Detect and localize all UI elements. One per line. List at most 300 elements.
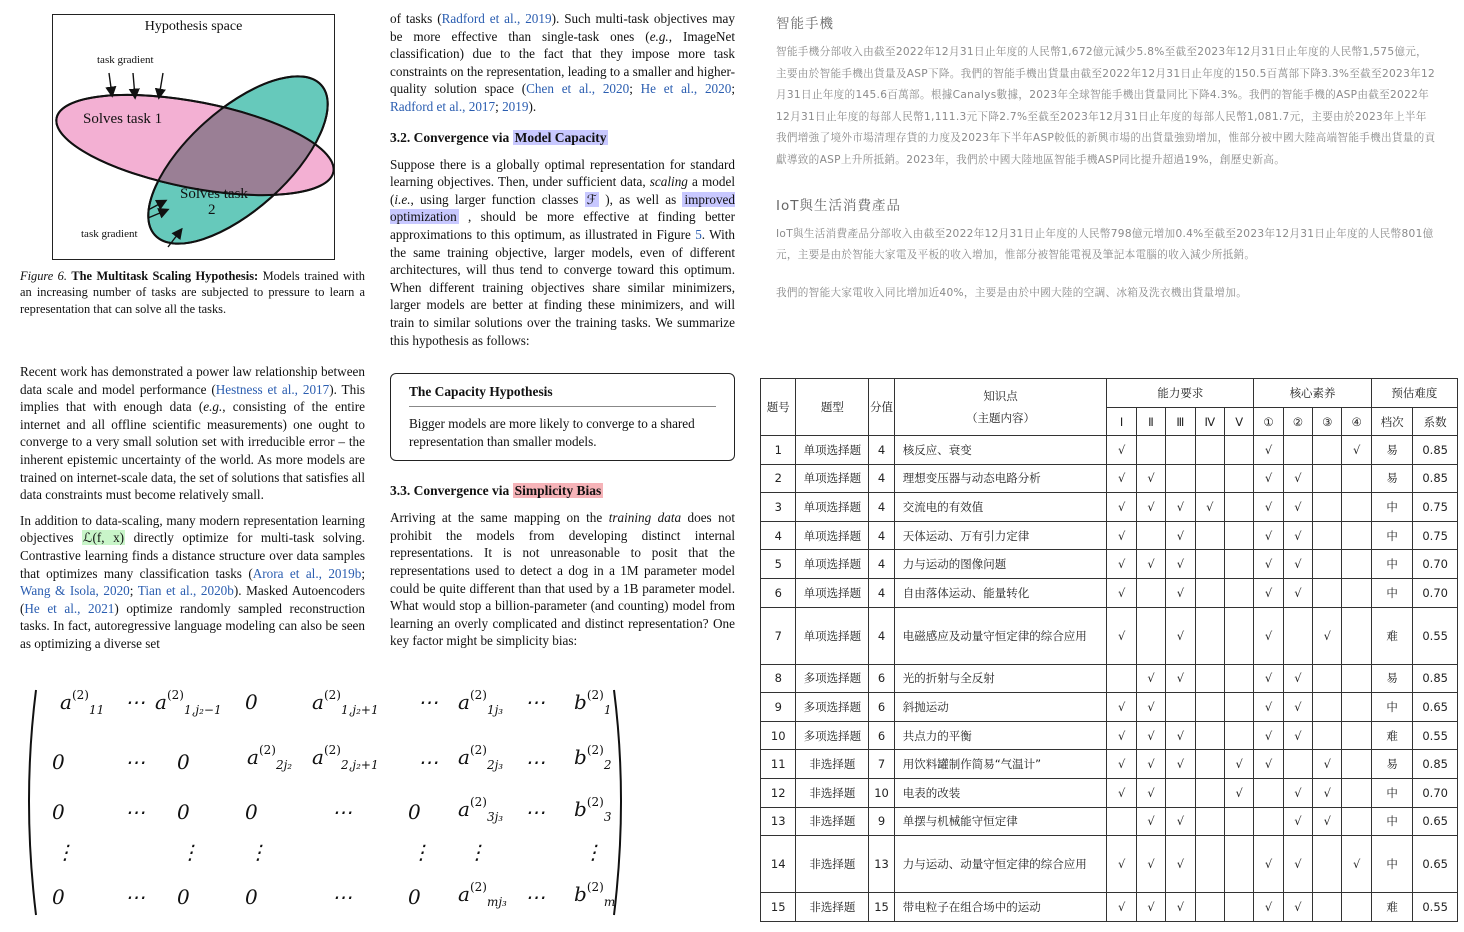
cell-ability: √ <box>1136 836 1165 893</box>
matrix-entry: 0 <box>245 800 258 824</box>
cell-level: 中 <box>1371 807 1413 836</box>
matrix-entry: 0 <box>177 800 190 824</box>
cell-core: √ <box>1254 750 1283 779</box>
citation-link[interactable]: He et al., 2020 <box>640 81 732 97</box>
text: ; <box>129 583 138 599</box>
cell-ability: √ <box>1107 750 1136 779</box>
cell-ability: √ <box>1136 778 1165 807</box>
cell-score: 6 <box>869 693 894 722</box>
matrix-block <box>20 680 740 925</box>
cell-ability: √ <box>1107 893 1136 922</box>
cell-type: 多项选择题 <box>796 721 869 750</box>
cell-score: 4 <box>869 550 894 579</box>
cell-ability <box>1195 578 1224 607</box>
text: ). <box>528 98 537 114</box>
cell-ability <box>1195 436 1224 465</box>
cell-ability <box>1224 464 1253 493</box>
header-core: 核心素养 <box>1254 379 1372 408</box>
cell-core: √ <box>1313 807 1342 836</box>
box-body: Bigger models are more likely to converge to a shared representation than smaller models. <box>409 416 695 449</box>
cell-knowledge: 电磁感应及动量守恒定律的综合应用 <box>894 607 1107 664</box>
cell-ability: √ <box>1166 578 1195 607</box>
cell-core <box>1313 550 1342 579</box>
citation-link[interactable]: Wang & Isola, 2020 <box>20 583 130 599</box>
cell-knowledge: 电表的改装 <box>894 778 1107 807</box>
citation-link[interactable]: Tian et al., 2020b <box>137 583 234 599</box>
matrix-entry: 0 <box>245 690 258 714</box>
cell-num: 3 <box>761 493 796 522</box>
matrix-entry: 0 <box>52 800 65 824</box>
cell-core: √ <box>1283 693 1312 722</box>
text: （主题内容） <box>966 411 1036 425</box>
table-row <box>761 493 1458 522</box>
cell-type: 非选择题 <box>796 836 869 893</box>
cell-ability: √ <box>1107 578 1136 607</box>
function-class-math: ℱ <box>586 191 597 207</box>
cell-type: 单项选择题 <box>796 521 869 550</box>
matrix-hdots: ⋯ <box>332 800 352 824</box>
cell-core <box>1313 693 1342 722</box>
cell-type: 多项选择题 <box>796 693 869 722</box>
text: a model ( <box>390 174 735 207</box>
citation-link[interactable]: Radford et al., 2017 <box>390 98 496 114</box>
cell-core: √ <box>1254 721 1283 750</box>
cell-ability <box>1195 750 1224 779</box>
text: e.g. <box>203 399 223 415</box>
cell-ability <box>1107 664 1136 693</box>
iot-paragraph: IoT與生活消費產品分部收入由截至2022年12月31日止年度的人民幣798億元增加0.4%至截至2023年12月31日止年度的人民幣801億元，主要是由於智能大家電及平板的收入增加，惟部分被智能電視及筆記本電腦的收入減少所抵銷。 <box>776 227 1434 262</box>
cell-level: 中 <box>1371 836 1413 893</box>
cell-knowledge: 自由落体运动、能量转化 <box>894 578 1107 607</box>
cell-ability: √ <box>1224 778 1253 807</box>
cell-ability <box>1195 893 1224 922</box>
matrix-entry: 0 <box>408 800 421 824</box>
cell-ability: √ <box>1166 807 1195 836</box>
matrix-hdots: ⋯ <box>525 800 545 824</box>
cell-knowledge: 用饮料罐制作简易“气温计” <box>894 750 1107 779</box>
cell-type: 单项选择题 <box>796 550 869 579</box>
cell-ability: √ <box>1166 521 1195 550</box>
table-row <box>761 836 1458 893</box>
cell-core: √ <box>1342 836 1371 893</box>
cell-core <box>1342 521 1371 550</box>
cell-core <box>1342 893 1371 922</box>
cell-ability <box>1195 464 1224 493</box>
cell-core: √ <box>1313 607 1342 664</box>
cell-level: 难 <box>1371 607 1413 664</box>
matrix-entry: $b^{(2)}_1$ <box>574 688 612 717</box>
cell-ability: √ <box>1107 607 1136 664</box>
table-row <box>761 607 1458 664</box>
text: Arriving at the same mapping on the <box>390 510 609 526</box>
citation-link[interactable]: He et al., 2021 <box>24 600 115 616</box>
cell-type: 单项选择题 <box>796 493 869 522</box>
matrix-hdots: ⋯ <box>525 750 545 774</box>
cell-core <box>1254 807 1283 836</box>
cell-core <box>1342 807 1371 836</box>
cell-knowledge: 光的折射与全反射 <box>894 664 1107 693</box>
cell-level: 中 <box>1371 693 1413 722</box>
matrix-vdots: ⋮ <box>248 840 268 864</box>
sub-header-cell: ③ <box>1313 408 1342 436</box>
cell-coef: 0.65 <box>1413 693 1458 722</box>
text: Suppose there is a globally optimal representation for standard learning objectives. Then, under sufficient data, <box>390 156 735 190</box>
cell-core <box>1283 436 1312 465</box>
table-row <box>761 778 1458 807</box>
cell-ability <box>1195 836 1224 893</box>
cell-score: 7 <box>869 750 894 779</box>
cell-ability <box>1136 578 1165 607</box>
cell-coef: 0.85 <box>1413 436 1458 465</box>
cell-ability: √ <box>1166 836 1195 893</box>
cell-score: 10 <box>869 778 894 807</box>
section-3-3-heading <box>390 483 735 499</box>
cell-num: 15 <box>761 893 796 922</box>
cell-ability: √ <box>1166 664 1195 693</box>
cell-core: √ <box>1254 436 1283 465</box>
cell-core: √ <box>1313 778 1342 807</box>
matrix-hdots: ⋯ <box>125 800 145 824</box>
cell-ability: √ <box>1107 521 1136 550</box>
cell-core: √ <box>1342 436 1371 465</box>
cell-core <box>1313 721 1342 750</box>
cell-score: 6 <box>869 664 894 693</box>
cell-core <box>1313 578 1342 607</box>
cell-core: √ <box>1283 521 1312 550</box>
cell-core <box>1313 836 1342 893</box>
text: scaling <box>649 174 688 190</box>
matrix-hdots: ⋯ <box>125 885 145 909</box>
cell-ability <box>1107 807 1136 836</box>
text: does not prohibit the models from developing distinct internal representations. It is not unreasonable to posit that the representations used to detect a dog in a 1M parameter model could be quite different than that used by a 1B parameter model. What would stop a billion-parameter (and counting) model from learning an overly complicated and distinct representation? One key factor might be simplicity bias: <box>390 510 735 649</box>
cell-core <box>1283 607 1312 664</box>
cell-score: 9 <box>869 807 894 836</box>
cell-ability <box>1195 550 1224 579</box>
cell-ability: √ <box>1107 693 1136 722</box>
sub-header-cell: ② <box>1283 408 1312 436</box>
cell-core: √ <box>1254 464 1283 493</box>
cell-knowledge: 单摆与机械能守恒定律 <box>894 807 1107 836</box>
cell-ability <box>1224 550 1253 579</box>
hypothesis-figure <box>52 14 335 260</box>
cell-knowledge: 共点力的平衡 <box>894 721 1107 750</box>
cell-knowledge: 带电粒子在组合场中的运动 <box>894 893 1107 922</box>
citation-link[interactable]: Chen et al., 2020 <box>526 81 630 97</box>
text: 知识点 <box>983 389 1018 403</box>
cell-coef: 0.55 <box>1413 607 1458 664</box>
cell-core: √ <box>1283 721 1312 750</box>
cell-num: 8 <box>761 664 796 693</box>
cell-num: 6 <box>761 578 796 607</box>
cell-coef: 0.65 <box>1413 836 1458 893</box>
cell-core <box>1342 578 1371 607</box>
cell-num: 10 <box>761 721 796 750</box>
cell-ability <box>1195 693 1224 722</box>
cell-ability: √ <box>1136 750 1165 779</box>
sub-header-cell: Ⅳ <box>1195 408 1224 436</box>
smartphone-paragraph: 智能手機分部收入由截至2022年12月31日止年度的人民幣1,672億元減少5.8%至截至2023年12月31日止年度的人民幣1,575億元，主要由於智能手機出貨量及ASP下降。我們的智能手機出貨量由截至2022年12月31日止年度的150.5百萬部下降3.3%至截至2023年12月31日止年度的145.6百萬部。根據Canalys數據，2023年全球智能手機出貨量同比下降4.3%。我們的智能手機的ASP由截至2022年12月31日止年度的每部人民幣1,111.3元下降2.7%至截至2023年12月31日止年度的每部人民幣1,081.7元，主要由於2023年上半年我們增強了境外市場清理存貨的力度及2023年下半年ASP較低的新興市場的出貨量強勁增加，惟部分被中國大陸高端智能手機出貨量的貢獻導致的ASP上升所抵銷。2023年，我們於中國大陸地區智能手機ASP同比提升超過19%，創歷史新高。 <box>776 46 1436 166</box>
cell-core <box>1313 664 1342 693</box>
citation-link[interactable]: 2019 <box>502 98 529 114</box>
exam-spec-table <box>760 378 1458 922</box>
cell-knowledge: 斜抛运动 <box>894 693 1107 722</box>
cell-core <box>1342 607 1371 664</box>
cell-type: 单项选择题 <box>796 578 869 607</box>
cell-core <box>1254 778 1283 807</box>
table-row <box>761 721 1458 750</box>
cell-ability <box>1224 664 1253 693</box>
figure-link[interactable]: 5 <box>695 226 702 242</box>
text: ; <box>361 565 365 581</box>
cell-core <box>1342 664 1371 693</box>
cell-num: 7 <box>761 607 796 664</box>
cell-level: 中 <box>1371 521 1413 550</box>
paragraph-data-scaling <box>20 363 365 504</box>
text: ; <box>629 81 641 97</box>
highlight: Model Capacity <box>514 129 607 145</box>
cell-core <box>1342 778 1371 807</box>
left-column-text <box>20 363 365 653</box>
table-row <box>761 578 1458 607</box>
cell-ability <box>1195 807 1224 836</box>
paragraph-multitask <box>20 512 365 653</box>
text: , should be more effective at finding better approximations to this optimum, as illustrated in Figure <box>390 209 735 242</box>
cell-ability: √ <box>1166 607 1195 664</box>
table-row <box>761 464 1458 493</box>
cell-level: 中 <box>1371 493 1413 522</box>
cell-num: 11 <box>761 750 796 779</box>
cell-core: √ <box>1283 464 1312 493</box>
caption-bold: The Multitask Scaling Hypothesis: <box>71 269 259 283</box>
sub-header-cell: Ⅴ <box>1224 408 1253 436</box>
matrix-entry: 0 <box>245 885 258 909</box>
cell-ability: √ <box>1107 836 1136 893</box>
cell-ability <box>1224 693 1253 722</box>
sub-header-cell: Ⅱ <box>1136 408 1165 436</box>
text: ). Such multi-task objectives may be more effective than single-task ones ( <box>390 11 735 44</box>
matrix-entry: 0 <box>52 885 65 909</box>
cell-core: √ <box>1283 836 1312 893</box>
matrix-hdots: ⋯ <box>125 750 145 774</box>
cell-core <box>1313 464 1342 493</box>
figure-title: Hypothesis space <box>144 19 243 34</box>
cell-level: 易 <box>1371 750 1413 779</box>
text: ). This implies that with enough data ( <box>20 381 366 415</box>
cell-ability: √ <box>1107 464 1136 493</box>
figure-caption <box>20 268 365 317</box>
cell-core <box>1342 493 1371 522</box>
task-gradient-label-top: task gradient <box>97 54 154 66</box>
table-row <box>761 664 1458 693</box>
sub-header-cell: ④ <box>1342 408 1371 436</box>
cell-core: √ <box>1254 664 1283 693</box>
header-type: 题型 <box>796 379 869 436</box>
cell-ability <box>1224 807 1253 836</box>
matrix-hdots: ⋯ <box>418 690 438 714</box>
text: 3.3. Convergence via <box>390 483 513 499</box>
cell-ability <box>1224 436 1253 465</box>
matrix-vdots: ⋮ <box>411 840 431 864</box>
text: ; <box>495 98 503 114</box>
cell-ability <box>1195 607 1224 664</box>
text: ) optimize randomly sampled reconstruction tasks. In fact, autoregressive language modeling can also be seen as optimizing a diverse set <box>20 600 365 651</box>
text: training data <box>608 510 682 526</box>
cell-coef: 0.70 <box>1413 578 1458 607</box>
task-gradient-label-bottom: task gradient <box>81 228 138 240</box>
cell-knowledge: 核反应、衰变 <box>894 436 1107 465</box>
cell-knowledge: 力与运动的图像问题 <box>894 550 1107 579</box>
text: of tasks ( <box>390 11 442 26</box>
cell-coef: 0.85 <box>1413 464 1458 493</box>
cell-core: √ <box>1254 693 1283 722</box>
matrix-entry: $a^{(2)}_{mj_3}$ <box>458 880 507 909</box>
cell-core <box>1342 464 1371 493</box>
cell-core: √ <box>1313 750 1342 779</box>
matrix-hdots: ⋯ <box>418 750 438 774</box>
cell-type: 单项选择题 <box>796 464 869 493</box>
task2-label-line1: Solves task <box>180 186 248 202</box>
cell-level: 难 <box>1371 721 1413 750</box>
caption-rest: Models trained with an increasing number of tasks are subjected to pressure to learn a representation that can solve all the tasks. <box>20 269 365 316</box>
cell-ability <box>1224 721 1253 750</box>
cell-core: √ <box>1283 550 1312 579</box>
paragraph-capacity <box>390 156 735 350</box>
text: e.g. <box>649 28 669 44</box>
cell-core: √ <box>1254 521 1283 550</box>
cell-ability: √ <box>1107 550 1136 579</box>
text: ), as well as <box>598 191 683 207</box>
header-ability: 能力要求 <box>1107 379 1254 408</box>
text: 3.2. Convergence via <box>390 129 513 145</box>
cell-ability: √ <box>1166 493 1195 522</box>
cell-level: 中 <box>1371 550 1413 579</box>
cell-ability: √ <box>1166 750 1195 779</box>
cell-core: √ <box>1283 578 1312 607</box>
citation-link[interactable]: Arora et al., 2019b <box>252 565 362 581</box>
matrix-entry: $a^{(2)}_{11}$ <box>60 688 105 717</box>
header-difficulty: 预估难度 <box>1371 379 1457 408</box>
cell-ability <box>1166 436 1195 465</box>
matrix-entry: $a^{(2)}_{1,j_2+1}$ <box>312 688 379 717</box>
matrix-vdots: ⋮ <box>55 840 75 864</box>
paragraph-simplicity <box>390 509 735 650</box>
matrix-entry: 0 <box>52 750 65 774</box>
sub-header-cell: Ⅲ <box>1166 408 1195 436</box>
table-row <box>761 436 1458 465</box>
cell-num: 14 <box>761 836 796 893</box>
matrix-hdots: ⋯ <box>125 690 145 714</box>
highlight: improved optimization <box>390 191 735 225</box>
cell-coef: 0.85 <box>1413 664 1458 693</box>
text: , consisting of the entire internet and all offline scientific measurements) one ought to converge to a very small solution set with irreducible error – the inherent epistemic uncertainty of the world. As more models are trained on internet-scale data, the set of solutions that satisfies all data constraints must become relatively small. <box>20 399 365 503</box>
cell-score: 4 <box>869 521 894 550</box>
middle-column-text <box>390 10 735 650</box>
cell-ability <box>1166 778 1195 807</box>
cell-level: 易 <box>1371 464 1413 493</box>
cell-ability: √ <box>1195 493 1224 522</box>
cell-level: 难 <box>1371 893 1413 922</box>
cell-ability <box>1195 521 1224 550</box>
table-row <box>761 521 1458 550</box>
cell-core: √ <box>1283 893 1312 922</box>
matrix-hdots: ⋯ <box>332 885 352 909</box>
cell-core <box>1313 521 1342 550</box>
sub-header-cell: 档次 <box>1371 408 1413 436</box>
matrix-entry: $a^{(2)}_{2j_2}$ <box>247 743 293 772</box>
matrix-entry: $b^{(2)}_3$ <box>574 795 612 824</box>
cell-coef: 0.85 <box>1413 750 1458 779</box>
matrix-entry: $b^{(2)}_2$ <box>574 743 612 772</box>
cell-score: 13 <box>869 836 894 893</box>
text: ; <box>731 81 735 97</box>
cell-core: √ <box>1254 893 1283 922</box>
matrix-hdots: ⋯ <box>525 885 545 909</box>
cell-core: √ <box>1283 807 1312 836</box>
cell-ability <box>1166 464 1195 493</box>
cell-coef: 0.75 <box>1413 493 1458 522</box>
table-row <box>761 693 1458 722</box>
text: . With the same training objective, larger models, even of different architectures, will thus tend to converge toward this optimum. When different training objectives share similar minimizers, larger models are better at finding these minimizers, and will train to similar solutions over the training tasks. We summarize this hypothesis as follows: <box>390 226 735 348</box>
cell-level: 中 <box>1371 778 1413 807</box>
cell-ability: √ <box>1136 664 1165 693</box>
cell-core <box>1342 721 1371 750</box>
text: Recent work has demonstrated a power law relationship between data scale and model performance ( <box>20 364 365 397</box>
cell-ability: √ <box>1136 493 1165 522</box>
cell-core <box>1313 893 1342 922</box>
cell-ability <box>1136 436 1165 465</box>
task1-label: Solves task 1 <box>83 111 163 127</box>
cell-ability <box>1224 578 1253 607</box>
matrix-hdots: ⋯ <box>525 690 545 714</box>
matrix-entry: $a^{(2)}_{1j_3}$ <box>458 688 504 717</box>
cell-core <box>1313 436 1342 465</box>
table-row <box>761 750 1458 779</box>
citation-link[interactable]: Hestness et al., 2017 <box>215 381 330 397</box>
cell-ability: √ <box>1136 550 1165 579</box>
cell-score: 4 <box>869 464 894 493</box>
cell-num: 9 <box>761 693 796 722</box>
cell-core <box>1313 493 1342 522</box>
cell-ability: √ <box>1136 721 1165 750</box>
cell-core: √ <box>1254 836 1283 893</box>
cell-ability <box>1224 607 1253 664</box>
box-title: The Capacity Hypothesis <box>409 384 716 407</box>
sub-header-cell: Ⅰ <box>1107 408 1136 436</box>
cell-coef: 0.70 <box>1413 550 1458 579</box>
cell-type: 非选择题 <box>796 778 869 807</box>
cell-level: 中 <box>1371 578 1413 607</box>
cell-num: 4 <box>761 521 796 550</box>
cell-coef: 0.55 <box>1413 721 1458 750</box>
task2-label-line2: 2 <box>208 202 216 218</box>
caption-prefix: Figure 6. <box>20 269 67 283</box>
cell-ability <box>1224 521 1253 550</box>
text: In addition to data-scaling, many modern representation learning objectives <box>20 512 365 546</box>
cell-num: 5 <box>761 550 796 579</box>
table-row <box>761 550 1458 579</box>
cell-ability: √ <box>1136 807 1165 836</box>
cell-type: 多项选择题 <box>796 664 869 693</box>
matrix-entry: $b^{(2)}_m$ <box>574 880 616 909</box>
cell-knowledge: 天体运动、万有引力定律 <box>894 521 1107 550</box>
matrix-entry: $a^{(2)}_{2,j_2+1}$ <box>312 743 379 772</box>
citation-link[interactable]: Radford et al., 2019 <box>441 11 552 26</box>
cell-core: √ <box>1254 550 1283 579</box>
cell-core: √ <box>1254 578 1283 607</box>
cell-coef: 0.70 <box>1413 778 1458 807</box>
cell-type: 单项选择题 <box>796 607 869 664</box>
text: , using larger function classes <box>410 191 585 207</box>
